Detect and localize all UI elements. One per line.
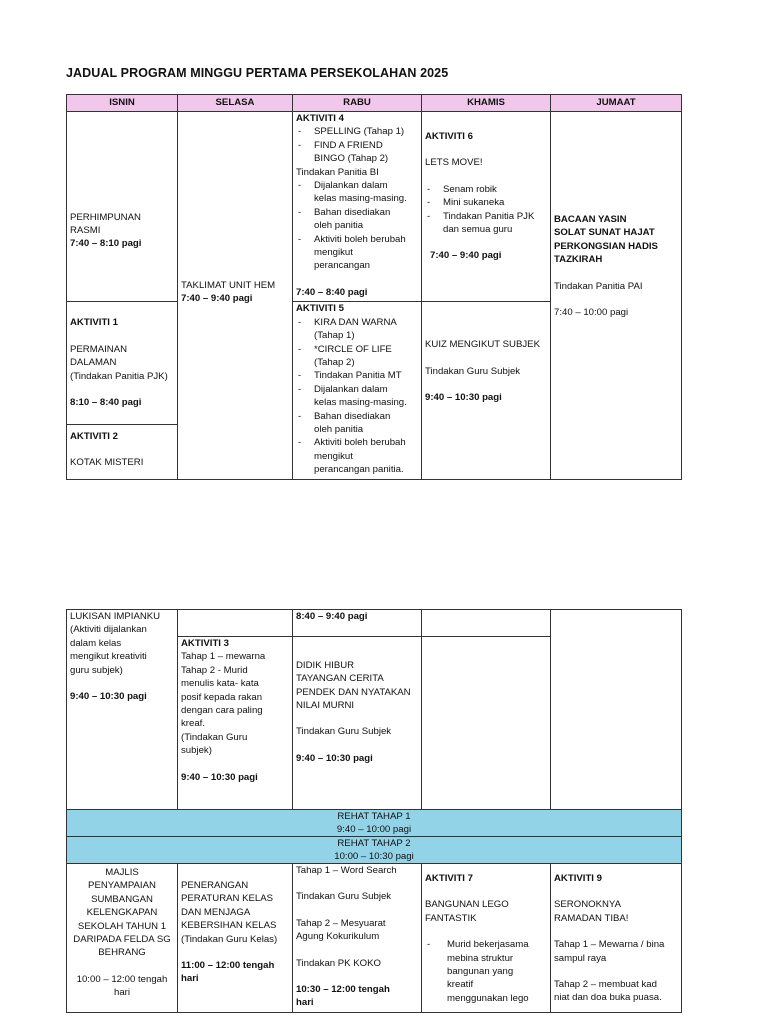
- selasa-penerangan-time1: 11:00 – 12:00 tengah: [181, 960, 275, 972]
- rabu-aktiviti5-cell: [293, 302, 422, 479]
- rabu-word-time2: hari: [296, 997, 314, 1009]
- list-item: - SPELLING (Tahap 1): [296, 125, 418, 138]
- khamis-kuiz-tindakan: Tindakan Guru Subjek: [425, 365, 521, 377]
- header-isnin: ISNIN: [67, 95, 178, 112]
- selasa-aktiviti3-line2: Tahap 2 - Murid: [181, 664, 248, 676]
- khamis-aktiviti6-line1: LETS MOVE!: [425, 157, 483, 169]
- selasa-penerangan-line3: DAN MENJAGA: [181, 906, 251, 918]
- jumaat-yasin-line2: SOLAT SUNAT HAJAT: [554, 227, 655, 239]
- rehat-row-1: [67, 810, 682, 837]
- jumaat-aktiviti9-line3: Tahap 1 – Mewarna / bina: [554, 939, 665, 951]
- isnin-perhimpunan-time: 7:40 – 8:10 pagi: [70, 238, 142, 250]
- selasa-aktiviti3-heading: AKTIVITI 3: [181, 638, 229, 649]
- khamis-kuiz-cell: [422, 302, 551, 479]
- khamis-kuiz-line1: KUIZ MENGIKUT SUBJEK: [425, 339, 540, 351]
- isnin-aktiviti2-heading: AKTIVITI 2: [70, 430, 118, 442]
- rabu-didik-tindakan: Tindakan Guru Subjek: [296, 726, 392, 738]
- jumaat-aktiviti9-line2: RAMADAN TIBA!: [554, 912, 629, 924]
- isnin-aktiviti1-heading: AKTIVITI 1: [70, 317, 118, 329]
- rabu-aktiviti5-time: 8:40 – 9:40 pagi: [296, 611, 368, 622]
- isnin-aktiviti2-cell: [67, 424, 178, 479]
- schedule-row-6: [67, 864, 682, 1013]
- rabu-didik-line2: TAYANGAN CERITA: [296, 673, 384, 685]
- isnin-aktiviti1-line2: DALAMAN: [70, 357, 117, 369]
- khamis-empty-cell-1: [422, 610, 551, 637]
- list-item: - Senam robik: [425, 183, 547, 196]
- list-item: - Murid bekerjasama mebina struktur bangunan yang kreatif menggunakan lego: [425, 938, 547, 1005]
- jumaat-empty-cell: [551, 610, 682, 810]
- rabu-didik-line4: NILAI MURNI: [296, 700, 355, 711]
- jumaat-yasin-cell: [551, 112, 682, 480]
- selasa-aktiviti3-line8: subjek): [181, 745, 212, 757]
- schedule-table-part-2: [66, 609, 682, 1013]
- isnin-aktiviti1-time: 8:10 – 8:40 pagi: [70, 397, 142, 409]
- rabu-aktiviti4-time: 7:40 – 8:40 pagi: [296, 286, 368, 298]
- selasa-aktiviti3-line7: (Tindakan Guru: [181, 731, 248, 743]
- isnin-aktiviti2-line1: KOTAK MISTERI: [70, 456, 144, 468]
- schedule-row-1: [67, 112, 682, 302]
- khamis-aktiviti6-list: [425, 183, 547, 237]
- khamis-aktiviti7-cell: [422, 864, 551, 1013]
- selasa-taklimat-time: 7:40 – 9:40 pagi: [181, 293, 253, 305]
- rehat-tahap-1-label: REHAT TAHAP 1: [337, 811, 411, 822]
- rabu-aktiviti4-cell: [293, 112, 422, 302]
- jumaat-aktiviti9-cell: [551, 864, 682, 1013]
- isnin-lukisan-cell: [67, 610, 178, 810]
- rehat-tahap-1: [67, 810, 682, 837]
- selasa-empty-cell: [178, 610, 293, 637]
- rabu-aktiviti5-time-cell: [293, 610, 422, 637]
- list-item: - Mini sukaneka: [425, 196, 547, 209]
- selasa-penerangan-time2: hari: [181, 973, 199, 985]
- list-item: - Dijalankan dalam kelas masing-masing.: [296, 179, 418, 206]
- isnin-majlis-line1: MAJLIS: [105, 867, 139, 878]
- isnin-majlis-cell: [67, 864, 178, 1013]
- khamis-empty-cell-2: [422, 637, 551, 810]
- rehat-tahap-1-time: 9:40 – 10:00 pagi: [336, 824, 412, 835]
- header-jumaat: JUMAAT: [551, 95, 682, 112]
- khamis-aktiviti7-heading: AKTIVITI 7: [425, 873, 473, 884]
- rabu-word-cell: [293, 864, 422, 1013]
- rabu-word-line2: Tindakan Guru Subjek: [296, 891, 392, 903]
- list-item: - *CIRCLE OF LIFE (Tahap 2): [296, 343, 418, 370]
- isnin-majlis-line5: SEKOLAH TAHUN 1: [77, 920, 167, 932]
- rabu-didik-line1: DIDIK HIBUR: [296, 659, 355, 671]
- jumaat-aktiviti9-line6: niat dan doa buka puasa.: [554, 992, 662, 1004]
- khamis-aktiviti6-time: 7:40 – 9:40 pagi: [430, 250, 502, 262]
- jumaat-aktiviti9-line5: Tahap 2 – membuat kad: [554, 979, 657, 991]
- jumaat-yasin-line4: TAZKIRAH: [554, 254, 603, 266]
- isnin-aktiviti1-cell: [67, 302, 178, 424]
- schedule-table-part-1: [66, 94, 682, 480]
- isnin-majlis-line2: PENYAMPAIAN: [88, 880, 156, 892]
- isnin-perhimpunan-line2: RASMI: [70, 224, 101, 236]
- isnin-lukisan-line2: (Aktiviti dijalankan: [70, 624, 147, 636]
- selasa-penerangan-line4: KEBERSIHAN KELAS: [181, 920, 277, 932]
- selasa-aktiviti3-line4: posif kepada rakan: [181, 691, 263, 703]
- khamis-kuiz-time: 9:40 – 10:30 pagi: [425, 392, 502, 404]
- isnin-aktiviti1-line3: (Tindakan Panitia PJK): [70, 370, 168, 382]
- rehat-tahap-2: [67, 837, 682, 864]
- jumaat-yasin-line1: BACAAN YASIN: [554, 214, 627, 226]
- selasa-penerangan-cell: [178, 864, 293, 1013]
- isnin-majlis-time1: 10:00 – 12:00 tengah: [76, 973, 168, 985]
- isnin-aktiviti1-line1: PERMAINAN: [70, 343, 128, 355]
- jumaat-aktiviti9-heading: AKTIVITI 9: [554, 873, 602, 884]
- rabu-aktiviti5-list: [296, 316, 418, 477]
- selasa-aktiviti3-line1: Tahap 1 – mewarna: [181, 651, 266, 663]
- selasa-aktiviti3-time: 9:40 – 10:30 pagi: [181, 771, 258, 783]
- khamis-aktiviti7-line2: FANTASTIK: [425, 912, 477, 924]
- selasa-aktiviti3-line3: menulis kata- kata: [181, 678, 259, 690]
- isnin-perhimpunan-cell: [67, 112, 178, 302]
- schedule-row-4: [67, 610, 682, 637]
- list-item: - Aktiviti boleh berubah mengikut perancangan: [296, 233, 418, 273]
- rabu-aktiviti4-tindakan: Tindakan Panitia BI: [296, 166, 379, 178]
- rabu-didik-line3: PENDEK DAN NYATAKAN: [296, 686, 411, 698]
- rabu-aktiviti4-list-a: [296, 125, 418, 165]
- jumaat-yasin-tindakan: Tindakan Panitia PAI: [554, 280, 643, 292]
- rabu-word-line5: Tindakan PK KOKO: [296, 957, 381, 969]
- rabu-word-line4: Agung Kokurikulum: [296, 931, 380, 943]
- isnin-majlis-line4: KELENGKAPAN: [86, 907, 158, 919]
- list-item: - Bahan disediakan oleh panitia: [296, 206, 418, 233]
- rabu-didik-cell: [293, 637, 422, 810]
- selasa-taklimat-line1: TAKLIMAT UNIT HEM: [181, 279, 276, 291]
- rehat-tahap-2-label: REHAT TAHAP 2: [337, 838, 411, 849]
- rabu-aktiviti4-list-b: [296, 179, 418, 273]
- isnin-lukisan-line1: LUKISAN IMPIANKU: [70, 611, 161, 622]
- khamis-aktiviti7-line1: BANGUNAN LEGO: [425, 899, 509, 911]
- list-item: - Dijalankan dalam kelas masing-masing.: [296, 383, 418, 410]
- selasa-aktiviti3-line5: dengan cara paling: [181, 705, 263, 717]
- list-item: - Bahan disediakan oleh panitia: [296, 410, 418, 437]
- list-item: - Aktiviti boleh berubah mengikut perancangan panitia.: [296, 436, 418, 476]
- list-item: - Tindakan Panitia PJK dan semua guru: [425, 210, 547, 237]
- header-row: [67, 95, 682, 112]
- rehat-tahap-2-time: 10:00 – 10:30 pagi: [334, 851, 414, 862]
- isnin-lukisan-line3: dalam kelas: [70, 637, 122, 649]
- isnin-majlis-time2: hari: [114, 987, 130, 999]
- rabu-word-line3: Tahap 2 – Mesyuarat: [296, 917, 386, 929]
- list-item: - Tindakan Panitia MT: [296, 369, 418, 382]
- list-item: - KIRA DAN WARNA (Tahap 1): [296, 316, 418, 343]
- selasa-penerangan-line1: PENERANGAN: [181, 880, 249, 891]
- selasa-penerangan-line2: PERATURAN KELAS: [181, 893, 274, 905]
- jumaat-aktiviti9-line4: sampul raya: [554, 952, 607, 964]
- khamis-aktiviti6-heading: AKTIVITI 6: [425, 131, 473, 142]
- rabu-word-line1: Tahap 1 – Word Search: [296, 865, 397, 876]
- rabu-word-time1: 10:30 – 12:00 tengah: [296, 984, 390, 996]
- isnin-lukisan-line4: mengikut kreativiti: [70, 651, 147, 663]
- isnin-perhimpunan-line1: PERHIMPUNAN: [70, 211, 141, 223]
- isnin-lukisan-line5: guru subjek): [70, 664, 123, 676]
- document-title: JADUAL PROGRAM MINGGU PERTAMA PERSEKOLAHAN 2025: [66, 66, 449, 80]
- isnin-majlis-line3: SUMBANGAN: [91, 893, 153, 905]
- header-rabu: RABU: [293, 95, 422, 112]
- jumaat-yasin-line3: PERKONGSIAN HADIS: [554, 240, 658, 252]
- selasa-penerangan-line5: (Tindakan Guru Kelas): [181, 933, 278, 945]
- selasa-aktiviti3-line6: kreaf.: [181, 718, 205, 730]
- isnin-lukisan-time: 9:40 – 10:30 pagi: [70, 691, 147, 703]
- selasa-taklimat-cell: [178, 112, 293, 480]
- jumaat-aktiviti9-line1: SERONOKNYA: [554, 899, 621, 911]
- khamis-aktiviti6-cell: [422, 112, 551, 302]
- list-item: - FIND A FRIEND BINGO (Tahap 2): [296, 139, 418, 166]
- isnin-majlis-line7: BEHRANG: [98, 947, 146, 959]
- header-khamis: KHAMIS: [422, 95, 551, 112]
- khamis-aktiviti7-list: [425, 938, 547, 1005]
- selasa-aktiviti3-cell: [178, 637, 293, 810]
- header-selasa: SELASA: [178, 95, 293, 112]
- isnin-majlis-line6: DARIPADA FELDA SG: [73, 934, 171, 946]
- rabu-aktiviti5-heading: AKTIVITI 5: [296, 303, 344, 315]
- jumaat-yasin-time: 7:40 – 10:00 pagi: [554, 307, 629, 319]
- rabu-didik-time: 9:40 – 10:30 pagi: [296, 752, 373, 764]
- rabu-aktiviti4-heading: AKTIVITI 4: [296, 113, 344, 124]
- rehat-row-2: [67, 837, 682, 864]
